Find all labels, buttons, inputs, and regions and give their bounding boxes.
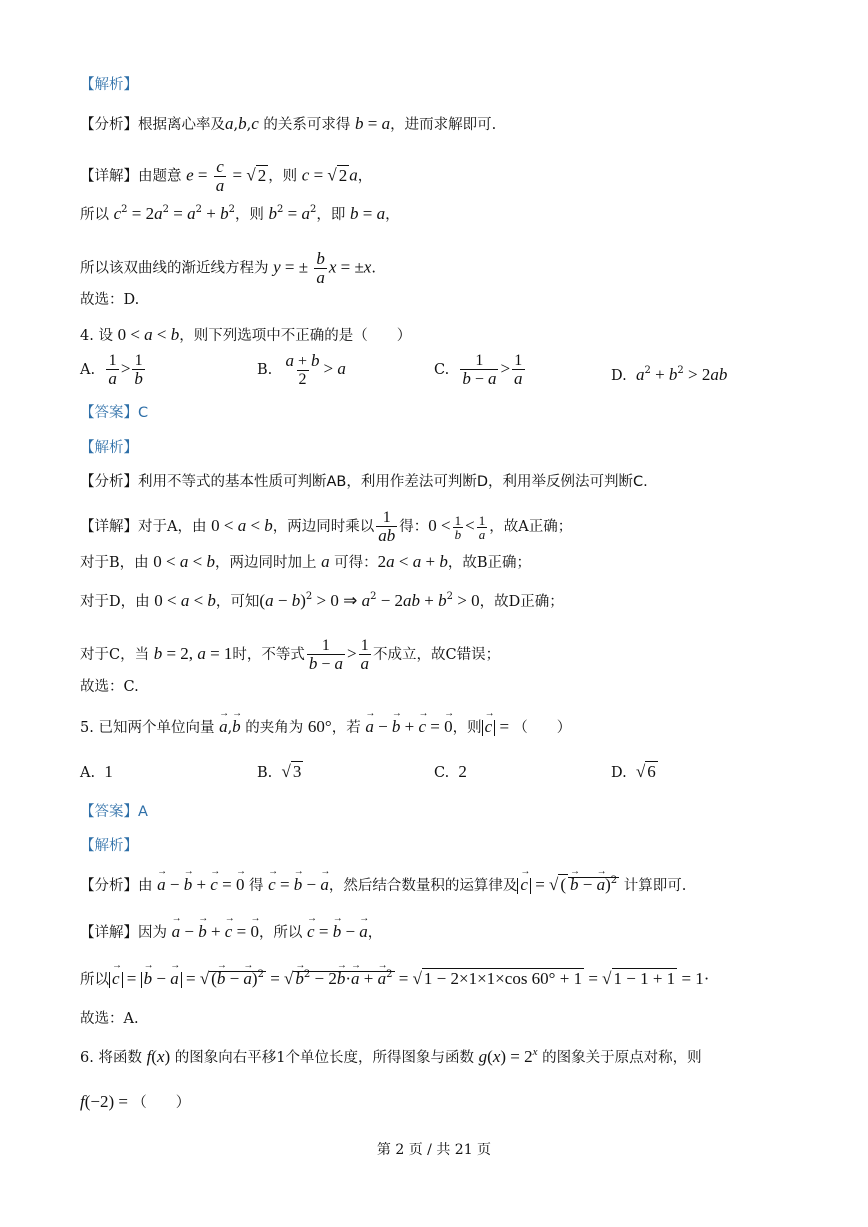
q4-jiexi-heading: 【解析】 — [80, 440, 138, 456]
q4-detail-1: 【详解】对于A，由 0 < a < b，两边同时乘以 $\frac{1}{ab}$ 得：0 < $\frac{1}{b}$ < $\frac{1}{a}$ ，故A正确； — [80, 509, 573, 545]
q4-option-d: D. $a^2 + b^2 > 2ab$ — [611, 365, 728, 384]
q5-option-d: D. √ 6 — [611, 762, 656, 781]
q3-choice: 故选：D. — [80, 292, 140, 308]
q5-detail-2: 所以→ c = → b − → a = √ (→ b − → a)$^2$ = √→ $b^2 - 2\to b\cdot\to a$ + → $a^2$ = √ 1 − 2×1×1×cos 60° + 1 = √ 1 − 1 + 1 = 1· — [80, 969, 709, 990]
q5-answer: 【答案】A — [80, 804, 148, 820]
q3-detail-1: 【详解】由题意 e = $\frac{c}{a}$ = √ 2 ，则 c = √ 2 a， — [80, 157, 373, 195]
q3-detail-2: 所以 $c^2 = 2a^2 = a^2 + b^2$，则 $b^2 = a^2$，即 b = a， — [80, 204, 400, 223]
q4-answer: 【答案】C — [80, 405, 149, 421]
q5-analysis: 【分析】由 → a − → b + → c = → 0 得 → c = → b − → a，然后结合数量积的运算律及→ c = √ (→ b − → a)$^2$ 计算即可. — [80, 875, 686, 896]
q4-option-b: B. $\frac{a + b}{2}$ > a — [257, 351, 346, 388]
q4-detail-2: 对于B，由 0 < a < b，两边同时加上 a 可得：2a < a + b，故B正确； — [80, 552, 532, 571]
q4-stem: 4. 设 0 < a < b，则下列选项中不正确的是（ ） — [80, 325, 412, 344]
q6-stem-2: f(−2) = （ ） — [80, 1092, 191, 1111]
q4-option-c: C. $\frac{1}{b - a}$ > $\frac{1}{a}$ — [434, 352, 523, 388]
q6-stem: 6. 将函数 f(x) 的图象向右平移1个单位长度，所得图象与函数 $g(x) = 2^x$ 的图象关于原点对称，则 — [80, 1046, 702, 1066]
page-footer: 第 2 页 / 共 21 页 — [376, 1142, 492, 1158]
q3-jiexi-heading: 【解析】 — [80, 77, 138, 93]
q3-analysis: 【分析】根据离心率及a,b,c 的关系可求得 b = a，进而求解即可. — [80, 114, 497, 133]
q5-choice: 故选：A. — [80, 1011, 139, 1027]
q4-detail-4: 对于C，当 b = 2, a = 1时，不等式 $\frac{1}{b - a}$ > $\frac{1}{a}$ 不成立，故C错误； — [80, 637, 501, 673]
q5-option-c: C. 2 — [434, 762, 467, 781]
q4-choice: 故选：C. — [80, 679, 139, 695]
q4-option-a: A. $\frac{1}{a}$ > $\frac{1}{b}$ — [80, 352, 143, 388]
analysis-tag: 【分析】 — [80, 117, 138, 133]
q3-detail-3: 所以该双曲线的渐近线方程为 y = ± $\frac{b}{a}$ x = ±x. — [80, 249, 376, 287]
q5-option-a: A. 1 — [80, 762, 113, 781]
q5-option-b: B. √ 3 — [257, 762, 302, 781]
q5-jiexi-heading: 【解析】 — [80, 838, 138, 854]
q5-stem: 5. 已知两个单位向量 → a,→ b 的夹角为 60°，若 → a − → b + → c = → 0，则→ c = （ ） — [80, 717, 571, 738]
detail-tag: 【详解】 — [80, 168, 138, 185]
q4-analysis: 【分析】利用不等式的基本性质可判断AB，利用作差法可判断D，利用举反例法可判断C. — [80, 474, 648, 490]
q4-detail-3: 对于D，由 0 < a < b，可知$(a - b)^2 > 0$ ⇒ $a^2 - 2ab + b^2 > 0$，故D正确； — [80, 591, 564, 610]
q5-detail-1: 【详解】因为 → a − → b + → c = → 0，所以 → c = → b − → a， — [80, 922, 382, 943]
